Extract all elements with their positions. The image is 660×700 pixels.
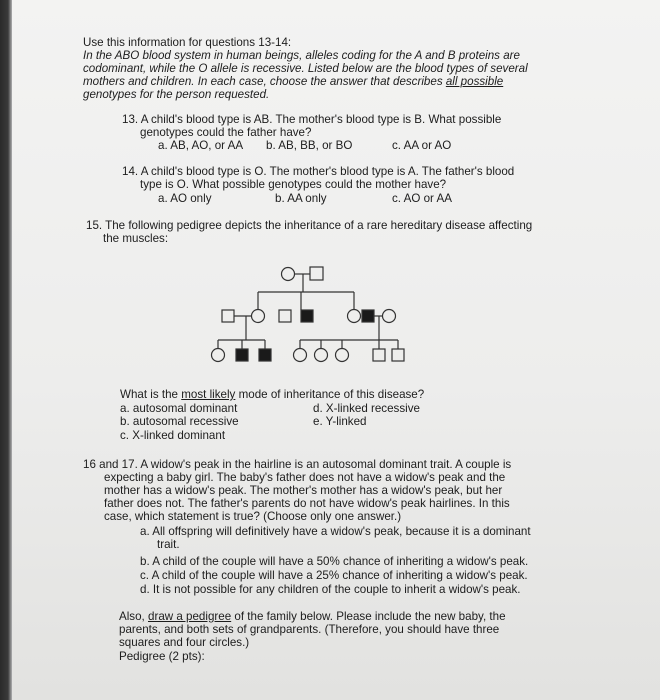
q15-option-d: d. X-linked recessive bbox=[313, 402, 420, 415]
q17-pedigree-label: Pedigree (2 pts): bbox=[119, 650, 205, 663]
q14-option-a: a. AO only bbox=[158, 192, 212, 205]
q17-instructions: Also, draw a pedigree of the family below. Please include the new baby, the bbox=[119, 610, 506, 623]
pedigree-male-unaffected bbox=[392, 349, 404, 361]
q17-instructions: parents, and both sets of grandparents. (Therefore, you should have three bbox=[119, 623, 500, 636]
q16-option-c: c. A child of the couple will have a 25% chance of inheriting a widow's peak. bbox=[140, 569, 528, 582]
underlined-phrase: all possible bbox=[445, 75, 504, 88]
q15-question: What is the most likely mode of inheritance of this disease? bbox=[120, 388, 425, 401]
pedigree-female-unaffected bbox=[282, 268, 295, 281]
q14-stem: type is O. What possible genotypes could the mother have? bbox=[140, 178, 447, 191]
q15-option-c: c. X-linked dominant bbox=[120, 429, 226, 442]
q13-stem: 13. A child's blood type is AB. The mother's blood type is B. What possible bbox=[122, 113, 502, 126]
q16-stem: father does not. The father's parents do not have widow's peak hairlines. In this bbox=[104, 497, 510, 510]
pedigree-female-unaffected bbox=[348, 310, 361, 323]
q16-option-a: trait. bbox=[157, 538, 180, 551]
q15-stem: the muscles: bbox=[103, 232, 169, 245]
pedigree-female-unaffected bbox=[294, 349, 307, 362]
q14-option-c: c. AO or AA bbox=[392, 192, 452, 205]
q16-option-b: b. A child of the couple will have a 50% chance of inheriting a widow's peak. bbox=[140, 555, 529, 568]
pedigree-male-unaffected bbox=[373, 349, 385, 361]
pedigree-male-unaffected bbox=[279, 310, 291, 322]
q13-stem: genotypes could the father have? bbox=[140, 126, 312, 139]
q15-option-a: a. autosomal dominant bbox=[120, 402, 238, 415]
pedigree-female-unaffected bbox=[315, 349, 328, 362]
pedigree-male-affected bbox=[236, 349, 248, 361]
q14-option-b: b. AA only bbox=[275, 192, 327, 205]
intro-text: mothers and children. In each case, choose the answer that describes all possible bbox=[83, 75, 504, 88]
q17-instructions: squares and four circles.) bbox=[119, 636, 250, 649]
q16-option-d: d. It is not possible for any children of the couple to inherit a widow's peak. bbox=[140, 583, 521, 596]
pedigree-female-unaffected bbox=[383, 310, 396, 323]
q15-option-e: e. Y-linked bbox=[313, 415, 367, 428]
q14-stem: 14. A child's blood type is O. The mother's blood type is A. The father's blood bbox=[122, 165, 515, 178]
pedigree-male-affected bbox=[362, 310, 374, 322]
intro-text: In the ABO blood system in human beings, alleles coding for the A and B proteins are bbox=[83, 49, 520, 62]
pedigree-male-affected bbox=[301, 310, 313, 322]
pedigree-female-unaffected bbox=[212, 349, 225, 362]
intro-text: codominant, while the O allele is recessive. Listed below are the blood types of several bbox=[83, 62, 528, 75]
pedigree-male-affected bbox=[259, 349, 271, 361]
pedigree-male-unaffected bbox=[310, 267, 323, 280]
pedigree-male-unaffected bbox=[222, 310, 234, 322]
pedigree-female-unaffected bbox=[252, 310, 265, 323]
q16-stem: case, which statement is true? (Choose only one answer.) bbox=[104, 510, 402, 523]
q15-option-b: b. autosomal recessive bbox=[120, 415, 239, 428]
pedigree-female-unaffected bbox=[336, 349, 349, 362]
q13-option-b: b. AB, BB, or BO bbox=[266, 139, 353, 152]
q13-option-c: c. AA or AO bbox=[392, 139, 452, 152]
q13-option-a: a. AB, AO, or AA bbox=[158, 139, 244, 152]
intro-text: genotypes for the person requested. bbox=[83, 88, 270, 101]
q16-option-a: a. All offspring will definitively have a widow's peak, because it is a dominant bbox=[140, 525, 531, 538]
underlined-phrase: draw a pedigree bbox=[148, 610, 232, 623]
q15-stem: 15. The following pedigree depicts the inheritance of a rare hereditary disease affecting bbox=[86, 219, 533, 232]
q16-stem: expecting a baby girl. The baby's father does not have a widow's peak and the bbox=[104, 471, 506, 484]
intro-heading: Use this information for questions 13-14: bbox=[83, 36, 292, 49]
underlined-phrase: most likely bbox=[181, 388, 236, 401]
q16-stem: 16 and 17. A widow's peak in the hairline is an autosomal dominant trait. A couple is bbox=[83, 458, 512, 471]
q16-stem: mother has a widow's peak. The mother's mother has a widow's peak, but her bbox=[104, 484, 503, 497]
